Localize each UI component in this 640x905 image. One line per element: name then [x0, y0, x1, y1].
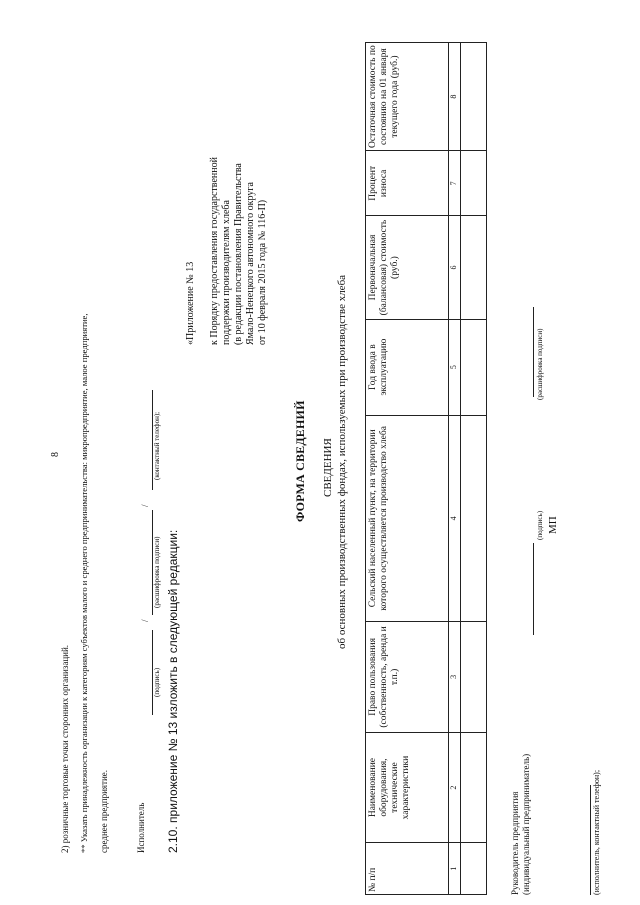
- table-cell: [461, 415, 487, 622]
- column-number: 2: [449, 732, 461, 843]
- head-caption-executor: (исполнитель, контактный телефон);: [592, 769, 601, 895]
- svedeniya-heading: СВЕДЕНИЯ: [322, 438, 334, 497]
- slash-2: /: [140, 504, 150, 507]
- appendix-spacer: [197, 157, 209, 345]
- executor-label: Исполнитель: [136, 802, 146, 853]
- appendix-line-3: поддержки производителям хлеба: [221, 200, 232, 345]
- table-cell: [461, 732, 487, 843]
- column-number: 5: [449, 319, 461, 415]
- slash-1: /: [140, 619, 150, 622]
- appendix-line-6: от 10 февраля 2015 года № 116-П): [257, 199, 268, 345]
- header-cell: Первоначальная (балансовая) стоимость (руб.): [366, 216, 449, 319]
- column-number: 7: [449, 151, 461, 216]
- header-cell: Год ввода в эксплуатацию: [366, 319, 449, 415]
- table-cell: [461, 216, 487, 319]
- head-caption-signature: (подпись): [536, 510, 544, 540]
- appendix-block: [185, 157, 269, 345]
- table-subtitle: об основных производственных фондах, используемых при производстве хлеба: [336, 274, 348, 649]
- table-cell: [461, 43, 487, 151]
- head-caption-decoding: (расшифровка подписи): [536, 328, 544, 400]
- header-cell: Право пользования (собственность, аренда и т.п.): [366, 622, 449, 733]
- table-number-row: [449, 43, 461, 895]
- column-number: 3: [449, 622, 461, 733]
- header-cell: Сельский населенный пункт, на территории которого осуществляется производство хлеба: [366, 415, 449, 622]
- column-number: 6: [449, 216, 461, 319]
- table-cell: [461, 151, 487, 216]
- column-number: 1: [449, 843, 461, 895]
- note-line-3: среднее предприятие.: [99, 769, 109, 853]
- page-number: 8: [50, 452, 61, 457]
- caption-phone: (контактный телефон);: [153, 411, 161, 480]
- executor-bottom-line: [590, 785, 591, 895]
- note-line-2: ** Указать принадлежность организации к категориям субъектов малого и среднего предпринимательства: микропредприятие, малое предприятие,: [79, 313, 89, 853]
- fixed-assets-table: [365, 42, 487, 895]
- table-cell: [461, 622, 487, 733]
- table-cell: [461, 843, 487, 895]
- header-cell: Остаточная стоимость по состоянию на 01 января текущего года (руб.): [366, 43, 449, 151]
- caption-signature: (подпись): [153, 667, 161, 697]
- header-cell: № п/п: [366, 843, 449, 895]
- header-cell: Наименование оборудования, технические характеристики: [366, 732, 449, 843]
- note-line-1: 2) розничные торговые точки сторонних организаций.: [60, 644, 70, 853]
- form-title: ФОРМА СВЕДЕНИЙ: [293, 400, 307, 522]
- appendix-line-5: Ямало-Ненецкого автономного округа: [245, 182, 256, 345]
- caption-decoding: (расшифровка подписи): [153, 536, 161, 608]
- column-number: 8: [449, 43, 461, 151]
- table-cell: [461, 319, 487, 415]
- seal-mark: МП: [547, 516, 559, 534]
- head-signature-line: [533, 543, 534, 635]
- table-row: [461, 43, 487, 895]
- header-cell: Процент износа: [366, 151, 449, 216]
- table-header-row: [366, 43, 449, 895]
- head-decoding-line: [533, 307, 534, 397]
- appendix-line-1: «Приложение № 13: [185, 261, 196, 345]
- section-2-10: 2.10. приложение № 13 изложить в следующей редакции:: [166, 529, 180, 853]
- appendix-line-4: (в редакции постановления Правительства: [233, 163, 244, 345]
- appendix-line-2: к Порядку предоставления государственной: [209, 157, 220, 345]
- column-number: 4: [449, 415, 461, 622]
- head-line-2: (индивидуальный предприниматель): [521, 753, 531, 895]
- head-line-1: Руководитель предприятия: [510, 791, 520, 895]
